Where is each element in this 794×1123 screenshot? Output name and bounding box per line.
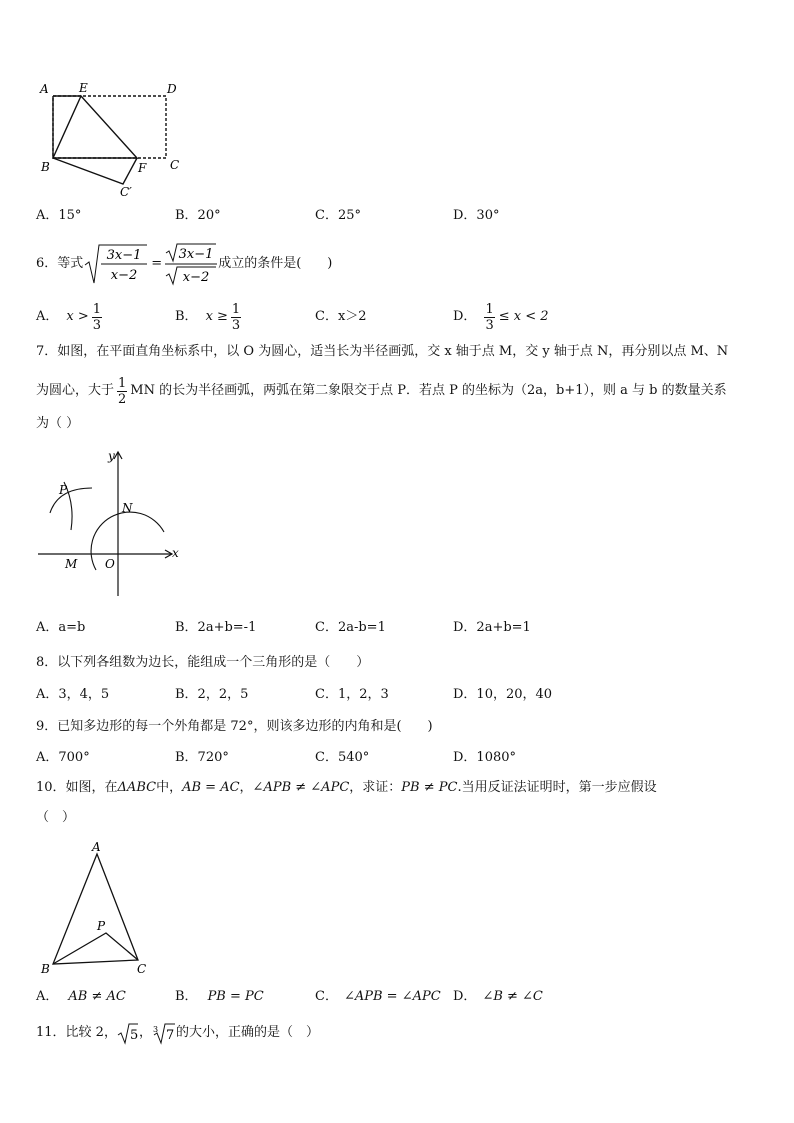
- q6-option-b[interactable]: [175, 297, 241, 337]
- q5-option-b[interactable]: B．20°: [175, 208, 221, 223]
- q10-stem-a: 10．如图，在: [36, 780, 118, 795]
- label-n: N: [122, 501, 133, 515]
- q6-prefix: 6．等式: [36, 256, 84, 271]
- q7-stem-line1: 7．如图，在平面直角坐标系中，以 O 为圆心，适当长为半径画弧，交 x 轴于点 M，交 y 轴于点 N，再分别以点 M、N: [36, 344, 729, 359]
- q6-option-d-label: D．: [453, 309, 477, 324]
- q6-stem: [36, 241, 332, 287]
- q7-option-b[interactable]: B．2a+b=-1: [175, 620, 257, 635]
- q8-option-a[interactable]: A．3，4，5: [36, 687, 110, 702]
- cbrt-index: 3: [152, 1025, 159, 1034]
- triangle-bef: [53, 96, 137, 158]
- q6-rhs-den: x−2: [182, 270, 210, 285]
- q9-option-c[interactable]: C．540°: [315, 750, 370, 765]
- q6-option-a-math: x >: [66, 309, 89, 324]
- label-c-prime: C′: [120, 185, 132, 199]
- q6-option-d-fraction: $\frac{1}{3}$: [485, 301, 494, 333]
- q11-sep: ，: [138, 1025, 152, 1040]
- q7-line2-a: 为圆心，大于: [36, 383, 115, 398]
- q10-option-a[interactable]: A． AB ≠ AC: [36, 989, 126, 1004]
- label-c: C: [170, 158, 180, 172]
- arc-center-o: [91, 512, 164, 570]
- q6-lhs-radical: [83, 241, 149, 287]
- q10-stem-d: ，求证：: [349, 780, 402, 795]
- q10-math-angles: ∠APB ≠ ∠APC: [252, 780, 350, 795]
- label-x: x: [172, 546, 179, 560]
- q11-stem: [36, 1020, 319, 1046]
- q6-lhs-den: x−2: [111, 268, 138, 283]
- q10-stem-line2: （ ）: [36, 810, 76, 825]
- q7-stem-line3: 为（ ）: [36, 416, 80, 431]
- q5-option-d[interactable]: D．30°: [453, 208, 500, 223]
- q9-option-b[interactable]: B．720°: [175, 750, 229, 765]
- label-y: y: [108, 449, 115, 463]
- q9-option-a[interactable]: A．700°: [36, 750, 90, 765]
- q5-option-a[interactable]: A．15°: [36, 208, 82, 223]
- q5-option-c[interactable]: C．25°: [315, 208, 361, 223]
- q10-option-c[interactable]: C． ∠APB = ∠APC: [315, 989, 441, 1004]
- label-p: P: [97, 919, 106, 933]
- q10-math-ab-ac: AB = AC: [182, 780, 240, 795]
- label-a: A: [40, 82, 49, 96]
- label-p: P: [59, 483, 68, 497]
- cbrt7-symbol: [152, 1021, 176, 1045]
- label-f: F: [138, 161, 147, 175]
- q7-line2-b: MN 的长为半径画弧，两弧在第二象限交于点 P．若点 P 的坐标为（2a，b+1），则 a 与 b 的数量关系: [130, 383, 727, 398]
- cbrt7-radicand: 7: [165, 1028, 175, 1043]
- q10-stem-c: ，: [239, 780, 253, 795]
- label-o: O: [105, 557, 115, 571]
- q10-stem-e: .当用反证法证明时，第一步应假设: [457, 780, 657, 795]
- q6-equals: =: [151, 256, 163, 271]
- q6-rhs-fraction: [164, 241, 218, 287]
- label-a: A: [92, 840, 101, 854]
- label-c: C: [137, 962, 147, 976]
- q6-rhs-num: 3x−1: [178, 247, 214, 262]
- q10-math-pb-pc: PB ≠ PC: [401, 780, 458, 795]
- label-b: B: [41, 962, 50, 976]
- q9-stem: 9．已知多边形的每一个外角都是 72°，则该多边形的内角和是( ): [36, 719, 433, 734]
- q7-option-a[interactable]: A．a=b: [36, 620, 86, 635]
- q10-stem-b: 中，: [156, 780, 183, 795]
- q6-option-a-fraction: $\frac{1}{3}$: [92, 301, 102, 333]
- q6-option-b-math: x ≥: [205, 309, 228, 324]
- q6-option-d-math: ≤ x < 2: [498, 309, 549, 324]
- q6-option-c[interactable]: C．x＞2: [315, 309, 367, 324]
- sqrt5-radicand: 5: [129, 1028, 139, 1043]
- q10-option-d[interactable]: D． ∠B ≠ ∠C: [453, 989, 543, 1004]
- q7-stem-line2: [36, 372, 727, 410]
- q6-option-b-label: B．: [175, 309, 198, 324]
- q6-lhs-num: 3x−1: [106, 248, 142, 263]
- q10-math-triangle: ΔABC: [117, 780, 157, 795]
- sqrt5-symbol: [117, 1021, 139, 1045]
- label-d: D: [167, 82, 177, 96]
- q7-option-c[interactable]: C．2a-b=1: [315, 620, 386, 635]
- q10-option-b[interactable]: B． PB = PC: [175, 989, 264, 1004]
- q9-option-d[interactable]: D．1080°: [453, 750, 517, 765]
- q6-option-b-fraction: $\frac{1}{3}$: [231, 301, 241, 333]
- triangle-abc: [53, 854, 138, 964]
- segments-bp-pc: [53, 933, 138, 964]
- q7-option-d[interactable]: D．2a+b=1: [453, 620, 531, 635]
- q8-option-c[interactable]: C．1，2，3: [315, 687, 389, 702]
- q8-stem: 8．以下列各组数为边长，能组成一个三角形的是（ ）: [36, 655, 370, 670]
- q6-option-a-label: A．: [36, 309, 59, 324]
- q10-figure: [36, 836, 156, 981]
- q11-stem-a: 11．比较 2，: [36, 1025, 117, 1040]
- q8-option-d[interactable]: D．10，20，40: [453, 687, 553, 702]
- label-m: M: [65, 557, 78, 571]
- label-e: E: [79, 81, 88, 95]
- q6-option-a[interactable]: [36, 297, 102, 337]
- q10-stem-line1: [36, 778, 657, 798]
- q7-figure: [36, 444, 186, 600]
- q11-stem-b: 的大小，正确的是（ ）: [175, 1025, 319, 1040]
- q6-option-d[interactable]: [453, 297, 549, 337]
- q5-figure: [36, 80, 196, 200]
- q7-half-fraction: $\frac{1}{2}$: [118, 375, 127, 407]
- folded-bcf: [53, 158, 137, 184]
- q6-suffix: 成立的条件是( ): [218, 256, 333, 271]
- label-b: B: [41, 160, 50, 174]
- q8-option-b[interactable]: B．2，2，5: [175, 687, 249, 702]
